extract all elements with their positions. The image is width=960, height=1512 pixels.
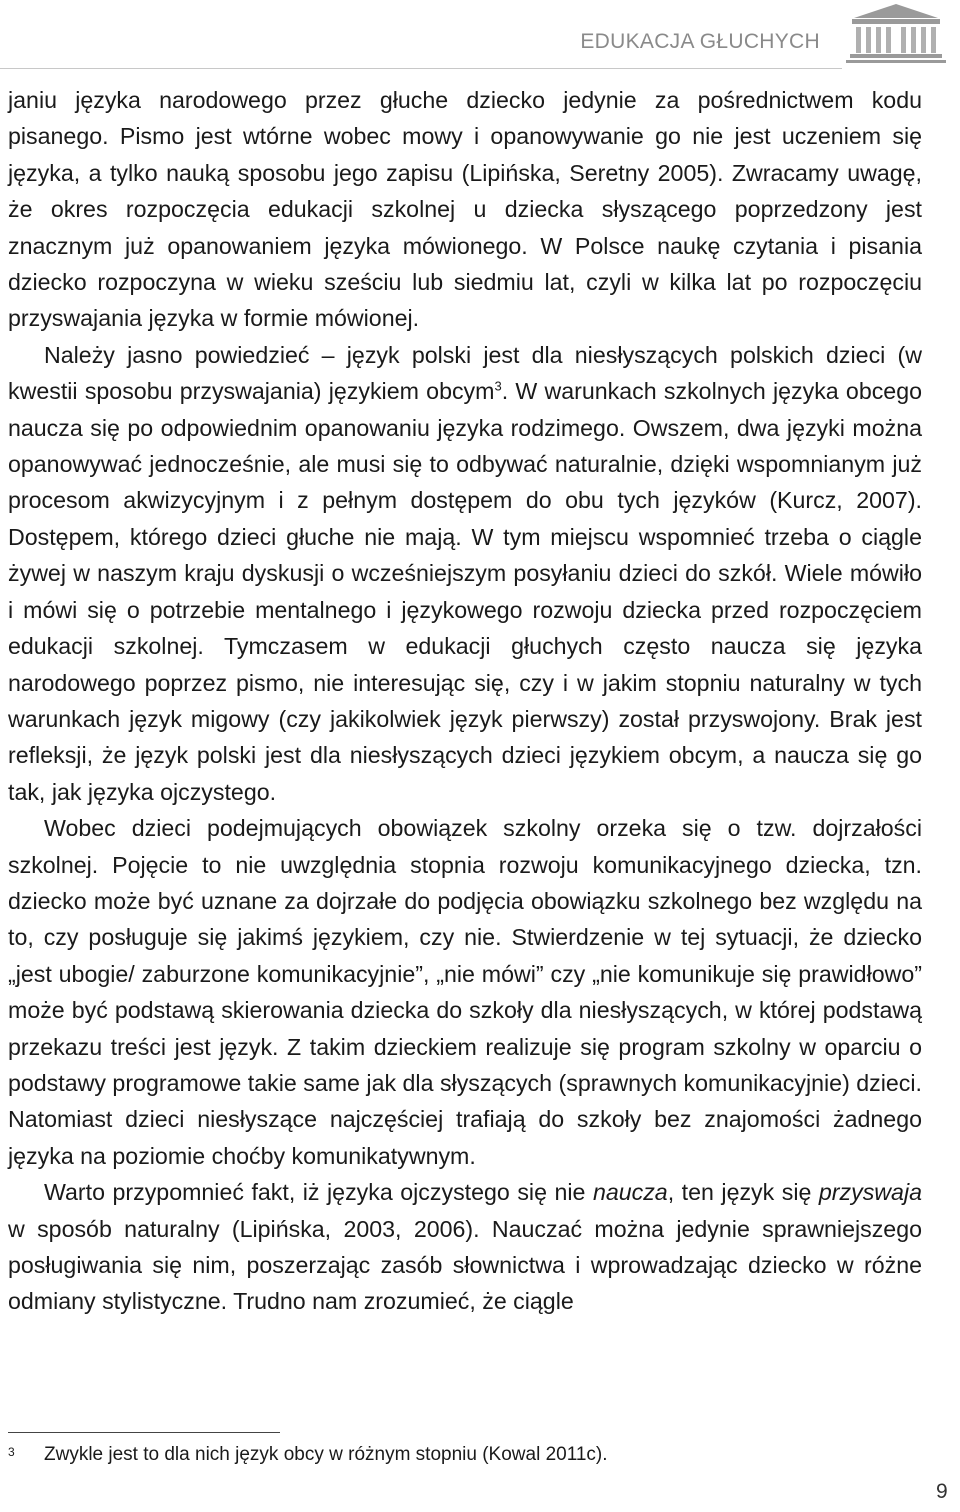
page-header bbox=[0, 0, 960, 80]
body-text bbox=[8, 82, 922, 1320]
page-number: 9 bbox=[936, 1480, 948, 1503]
footnote-text: Zwykle jest to dla nich język obcy w różnym stopniu (Kowal 2011c). bbox=[44, 1444, 608, 1465]
emphasis-naucza: naucza bbox=[592, 1179, 668, 1206]
emphasis-przyswaja: przyswaja bbox=[818, 1179, 922, 1206]
footnote-reference: 3 bbox=[494, 378, 502, 394]
running-head: EDUKACJA GŁUCHYCH bbox=[580, 30, 820, 53]
building-columns-icon bbox=[846, 2, 946, 64]
paragraph-4 bbox=[8, 1174, 922, 1320]
paragraph-4-part-c: w sposób naturalny (Lipińska, 2003, 2006). Nauczać można jedynie sprawniejszego posługiwania się nim, poszerzając zasób słownictwa i wprowadzając dziecko w różne odmiany stylistyczne. Trudno nam zrozumieć, że ciągle bbox=[8, 1215, 922, 1315]
paragraph-4-part-b: , ten język się bbox=[667, 1179, 819, 1206]
paragraph-2 bbox=[8, 337, 922, 810]
paragraph-2-part-b: . W warunkach szkolnych języka obcego naucza się po odpowiednim opanowaniu języka rodzimego. Owszem, dwa języki można opanowywać jednocześnie, ale musi się to odbywać naturalnie, dzięki wspomnianym już procesom akwizycyjnym i z pełnym dostępem do obu tych języków (Kurcz, 2007). Dostępem, którego dzieci głuche nie mają. W tym miejscu wspomnieć trzeba o ciągle żywej w naszym kraju dyskusji o wcześniejszym posyłaniu dzieci do szkół. Wiele mówiło i mówi się o potrzebie mentalnego i językowego rozwoju dziecka przed rozpoczęciem edukacji szkolnej. Tymczasem w edukacji głuchych często naucza się języka narodowego poprzez pismo, nie interesując się, czy i w jakim stopniu naturalny w tych warunkach język migowy (czy jakikolwiek język pierwszy) został przyswojony. Brak jest refleksji, że język polski jest dla niesłyszących dzieci językiem obcym, a naucza się go tak, jak języka ojczystego. bbox=[8, 378, 922, 805]
footnote-rule bbox=[8, 1432, 280, 1433]
header-rule bbox=[0, 68, 842, 69]
paragraph-2-part-a: Należy jasno powiedzieć – język polski jest dla niesłyszących polskich dzieci (w kwestii sposobu przyswajania) językiem obcym bbox=[8, 341, 922, 405]
paragraph-1: janiu języka narodowego przez głuche dziecko jedynie za pośrednictwem kodu pisanego. Pismo jest wtórne wobec mowy i opanowywanie go nie jest uczeniem się języka, a tylko nauką sposobu jego zapisu (Lipińska, Seretny 2005). Zwracamy uwagę, że okres rozpoczęcia edukacji szkolnej u dziecka słyszącego poprzedzony jest znacznym już opanowaniem języka mówionego. W Polsce naukę czytania i pisania dziecko rozpoczyna w wieku sześciu lub siedmiu lat, czyli w kilka lat po rozpoczęciu przyswajania języka w formie mówionej. bbox=[8, 87, 922, 332]
paragraph-3: Wobec dzieci podejmujących obowiązek szkolny orzeka się o tzw. dojrzałości szkolnej. Pojęcie to nie uwzględnia stopnia rozwoju komunikacyjnego dziecka, tzn. dziecko może być uznane za dojrzałe do podjęcia obowiązku szkolnego bez względu na to, czy posługuje się jakimś językiem, czy nie. Stwierdzenie w tej sytuacji, że dziecko „jest ubogie/ zaburzone komunikacyjnie”, „nie mówi” czy „nie komunikuje się prawidłowo” może być podstawą skierowania dziecka do szkoły dla niesłyszących, w której podstawą przekazu treści jest język. Z takim dzieckiem realizuje się program szkolny w oparciu o podstawy programowe takie same jak dla słyszących (sprawnych komunikacyjnie) dzieci. Natomiast dzieci niesłyszące najczęściej trafiają do szkoły bez znajomości żadnego języka na poziomie choćby komunikatywnym. bbox=[8, 815, 922, 1169]
paragraph-4-part-a: Warto przypomnieć fakt, iż języka ojczystego się nie bbox=[44, 1179, 593, 1206]
footnote-mark: 3 bbox=[8, 1445, 15, 1459]
